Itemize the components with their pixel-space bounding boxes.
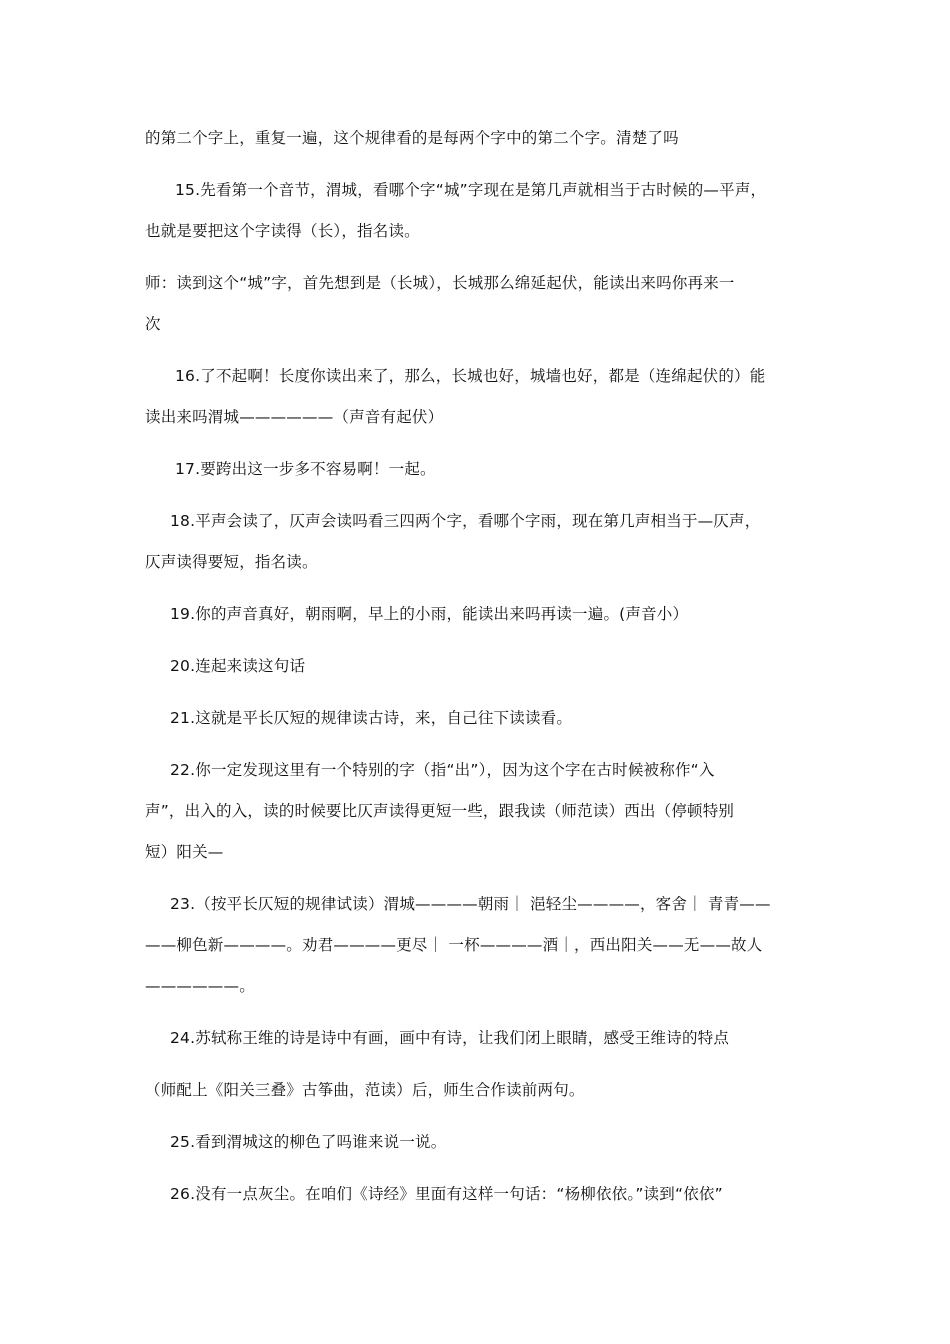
text-line-10: 仄声读得要短，指名读。 xyxy=(145,553,318,571)
text-line-1: 的第二个字上，重复一遍，这个规律看的是每两个字中的第二个字。清楚了吗 xyxy=(145,129,679,147)
text-line-21: （师配上《阳关三叠》古筝曲，范读）后，师生合作读前两句。 xyxy=(145,1081,585,1099)
text-line-7: 读出来吗渭城——————（声音有起伏） xyxy=(145,408,444,426)
text-line-14: 22.你一定发现这里有一个特别的字（指“出”），因为这个字在古时候被称作“入 xyxy=(170,761,715,779)
text-line-9: 18.平声会读了，仄声会读吗看三四两个字，看哪个字雨，现在第几声相当于—仄声， xyxy=(170,512,761,530)
text-line-18: ——柳色新————。劝君————更尽｜ 一杯————酒｜，西出阳关——无——故人 xyxy=(145,936,763,954)
text-line-23: 26.没有一点灰尘。在咱们《诗经》里面有这样一句话：“杨柳依依。”读到“依依” xyxy=(170,1185,723,1203)
text-line-16: 短）阳关— xyxy=(145,843,224,861)
text-line-20: 24.苏轼称王维的诗是诗中有画，画中有诗，让我们闭上眼睛，感受王维诗的特点 xyxy=(170,1029,730,1047)
text-line-2: 15.先看第一个音节，渭城，看哪个字“城”字现在是第几声就相当于古时候的—平声， xyxy=(175,181,767,199)
text-line-17: 23.（按平长仄短的规律试读）渭城————朝雨｜ 浥轻尘————，客舍｜ 青青—— xyxy=(170,895,771,913)
text-line-6: 16.了不起啊！长度你读出来了，那么，长城也好，城墙也好，都是（连绵起伏的）能 xyxy=(175,367,766,385)
text-line-4: 师：读到这个“城”字，首先想到是（长城），长城那么绵延起伏，能读出来吗你再来一 xyxy=(145,274,735,292)
text-line-19: ——————。 xyxy=(145,977,255,995)
text-line-3: 也就是要把这个字读得（长），指名读。 xyxy=(145,222,420,240)
text-line-15: 声”，出入的入，读的时候要比仄声读得更短一些，跟我读（师范读）西出（停顿特别 xyxy=(145,802,735,820)
text-line-5: 次 xyxy=(145,315,161,333)
text-line-8: 17.要跨出这一步多不容易啊！一起。 xyxy=(175,460,436,478)
text-line-13: 21.这就是平长仄短的规律读古诗，来，自己往下读读看。 xyxy=(170,709,573,727)
text-line-22: 25.看到渭城这的柳色了吗谁来说一说。 xyxy=(170,1133,447,1151)
text-line-11: 19.你的声音真好，朝雨啊，早上的小雨，能读出来吗再读一遍。(声音小） xyxy=(170,605,689,623)
text-line-12: 20.连起来读这句话 xyxy=(170,657,306,675)
